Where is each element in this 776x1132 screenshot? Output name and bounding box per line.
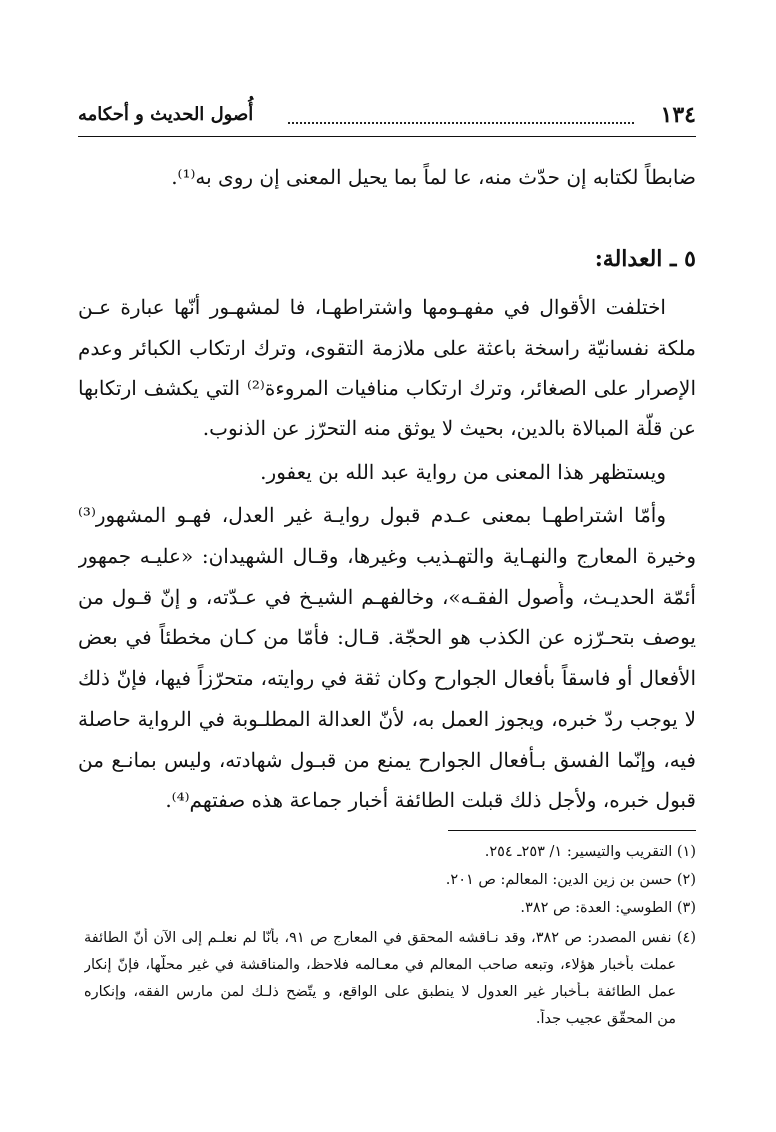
body-line: ضابطاً لكتابه إن حدّث منه، عا لماً بما يحيل المعنى إن روى به⁽¹⁾. <box>171 165 696 189</box>
body-line: ملكة نفسانيّة راسخة باعثة على ملازمة التقوى، وترك ارتكاب الكبائر وعدم <box>78 336 696 360</box>
body-line: ويستظهر هذا المعنى من رواية عبد الله بن يعفور. <box>260 460 666 484</box>
footnote-continuation: عملت بأخبار هؤلاء، وتبعه صاحب المعالم في معـالمه فلاحظ، والمناقشة في غير محلّها، فإنّ إنكار <box>84 957 676 973</box>
body-line: أئمّة الحديـث، وأُصول الفقـه»، وخالفهـم الشيـخ في عـدّته، و إنّ قـول من <box>78 585 696 609</box>
section-heading: ٥ ـ العدالة: <box>594 246 696 272</box>
footnote-separator <box>448 830 696 831</box>
footnote: (١) التقريب والتيسير: ١/ ٢٥٣ـ ٢٥٤. <box>484 844 696 860</box>
page-number: ١٣٤ <box>660 102 696 128</box>
footnote: (٤) نفس المصدر: ص ٣٨٢، وقد نـاقشه المحقق في المعارج ص ٩١، بأنّا لم نعلـم إلى الآن أنّ الطائفة <box>84 930 696 946</box>
footnote-continuation: عمل الطائفة بـأخبار غير العدول لا ينطبق على الواقع، و يتّضح ذلـك لمن مارس الفقه، وإنكاره <box>84 984 676 1000</box>
body-line: قبول خبره، ولأجل ذلك قبلت الطائفة أخبار جماعة هذه صفتهم⁽⁴⁾. <box>165 788 696 812</box>
body-line: لا يوجب ردّ خبره، ويجوز العمل به، لأنّ العدالة المطلـوبة في الرواية حاصلة <box>78 707 696 731</box>
header-dotted-leader <box>288 122 634 124</box>
footnote-continuation: من المحقّق عجيب جداً. <box>535 1011 676 1027</box>
body-line: يوصف بتحـرّزه عن الكذب هو الحجّة. قـال: فأمّا من كـان مخطئاً في بعض <box>78 625 696 649</box>
running-header <box>78 100 696 137</box>
body-line: اختلفت الأقوال في مفهـومها واشتراطهـا، فا لمشهـور أنّها عبارة عـن <box>78 295 666 319</box>
body-line: الإصرار على الصغائر، وترك ارتكاب منافيات المروءة⁽²⁾ التي يكشف ارتكابها <box>78 376 696 400</box>
footnote: (٣) الطوسي: العدة: ص ٣٨٢. <box>520 900 696 916</box>
body-line: الأفعال أو فاسقاً بأفعال الجوارح وكان ثقة في روايته، متحرّزاً فيها، فإنّ ذلك <box>78 666 696 690</box>
body-line: وخيرة المعارج والنهـاية والتهـذيب وغيرها، وقـال الشهيدان: «عليـه جمهور <box>78 544 696 568</box>
body-line: وأمّا اشتراطهـا بمعنى عـدم قبول روايـة غير العدل، فهـو المشهور⁽³⁾ <box>78 503 666 527</box>
footnote: (٢) حسن بن زين الدين: المعالم: ص ٢٠١. <box>445 872 696 888</box>
body-line: فيه، وإنّما الفسق بـأفعال الجوارح يمنع من قبـول شهادته، وليس بمانـع من <box>78 748 696 772</box>
body-line: عن قلّة المبالاة بالدين، بحيث لا يوثق منه التحرّز عن الذنوب. <box>202 416 696 440</box>
book-title: أُصول الحديث و أحكامه <box>78 104 254 125</box>
